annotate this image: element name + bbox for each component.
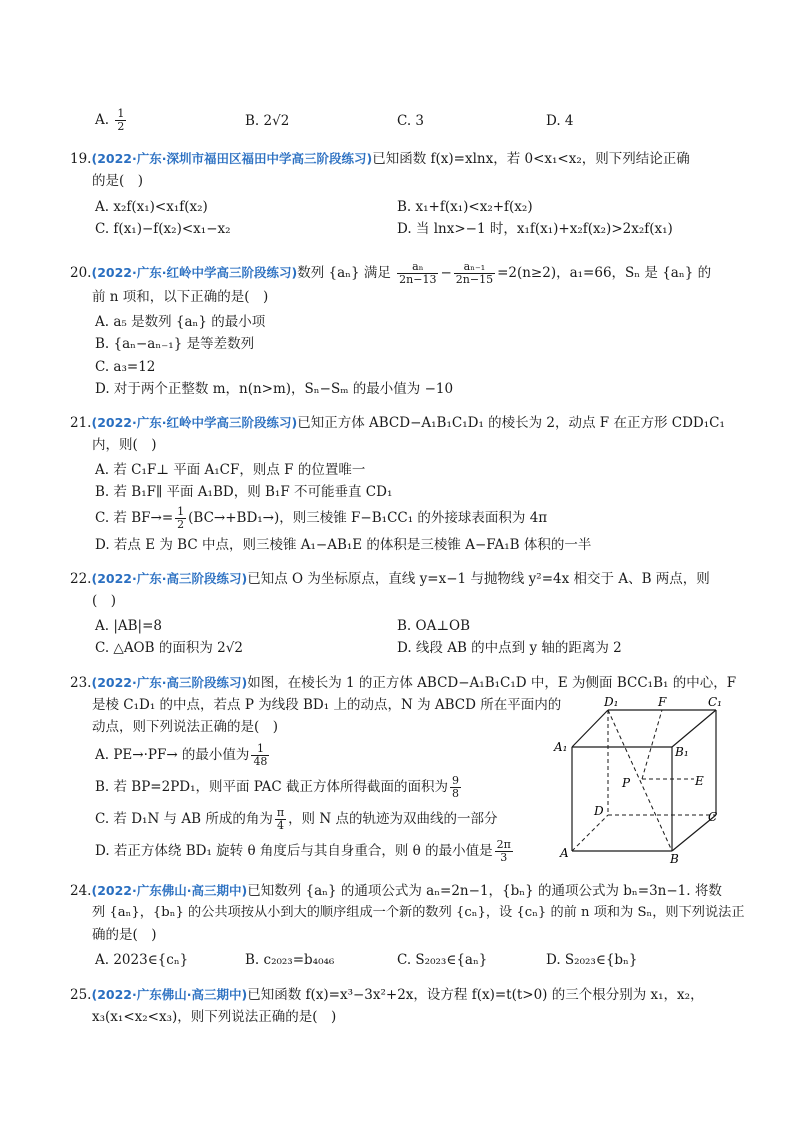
- q19-stem-cont: 的是( ): [92, 173, 144, 189]
- question-source: (2022·广东佛山·高三期中): [91, 883, 248, 898]
- q21-stem-cont: 内，则( ): [92, 437, 157, 453]
- question-source: (2022·广东·深圳市福田区福田中学高三阶段练习): [91, 151, 373, 166]
- question-source: (2022·广东·红岭中学高三阶段练习): [91, 415, 298, 430]
- fraction: $\frac{1}{48}$: [253, 742, 268, 768]
- q21-option-c[interactable]: C. 若 BF→= $\frac{1}{2}$ (BC→+BD₁→)，则三棱锥 F−B₁CC₁ 的外接球表面积为 4π: [95, 505, 548, 531]
- fraction: $\frac{1}{2}$: [177, 505, 185, 531]
- q21-option-d[interactable]: D. 若点 E 为 BC 中点，则三棱锥 A₁−AB₁E 的体积是三棱锥 A−FA₁B 体积的一半: [95, 537, 592, 553]
- q23-stem: 23.(2022·广东·高三阶段练习)如图，在棱长为 1 的正方体 ABCD−A₁B₁C₁D 中，E 为侧面 BCC₁B₁ 的中心，F: [70, 675, 737, 691]
- q21-option-b[interactable]: B. 若 B₁F∥ 平面 A₁BD，则 B₁F 不可能垂直 CD₁: [95, 484, 393, 500]
- label-f: F: [658, 695, 667, 709]
- edge-a-d: [572, 815, 608, 851]
- q19-option-b[interactable]: B. x₁+f(x₁)<x₂+f(x₂): [397, 199, 533, 215]
- question-source: (2022·广东·高三阶段练习): [91, 571, 248, 586]
- q24-option-c[interactable]: C. S₂₀₂₃∈{aₙ}: [397, 952, 488, 968]
- q18-option-a[interactable]: A. $\frac{1}{2}$: [95, 107, 125, 133]
- fraction: $\frac{\pi}{4}$: [276, 806, 285, 832]
- q19-option-d[interactable]: D. 当 lnx>−1 时，x₁f(x₁)+x₂f(x₂)>2x₂f(x₁): [397, 221, 673, 237]
- question-source: (2022·广东佛山·高三期中): [91, 987, 248, 1002]
- q22-option-a[interactable]: A. |AB|=8: [95, 618, 162, 634]
- q23-option-a[interactable]: A. PE→·PF→ 的最小值为 $\frac{1}{48}$: [95, 742, 268, 768]
- q24-stem-cont: 列 {aₙ}，{bₙ} 的公共项按从小到大的顺序组成一个新的数列 {cₙ}，设 {cₙ} 的前 n 项和为 Sₙ，则下列说法正: [92, 905, 745, 920]
- label-e: E: [695, 774, 704, 788]
- q20-stem-cont: 前 n 项和，以下正确的是( ): [92, 289, 269, 305]
- q19-option-a[interactable]: A. x₂f(x₁)<x₁f(x₂): [95, 199, 208, 215]
- label-d1: D₁: [604, 695, 619, 709]
- question-number: 21.: [70, 415, 92, 431]
- question-source: (2022·广东·红岭中学高三阶段练习): [91, 265, 298, 280]
- question-number: 20.: [70, 265, 92, 281]
- question-number: 24.: [70, 883, 92, 899]
- q23-option-b[interactable]: B. 若 BP=2PD₁，则平面 PAC 截正方体所得截面的面积为 $\frac{9}{8}$: [95, 774, 460, 800]
- q25-stem-cont: x₃(x₁<x₂<x₃)，则下列说法正确的是( ): [92, 1009, 337, 1025]
- q23-stem-cont2: 动点，则下列说法正确的是( ): [92, 719, 279, 735]
- segment-bd1: [608, 710, 672, 851]
- q22-stem: 22.(2022·广东·高三阶段练习)已知点 O 为坐标原点，直线 y=x−1 与抛物线 y²=4x 相交于 A、B 两点，则: [70, 571, 710, 587]
- cube-figure: [550, 695, 730, 865]
- q20-option-b[interactable]: B. {aₙ−aₙ₋₁} 是等差数列: [95, 336, 255, 352]
- fraction: $\frac{1}{2}$: [117, 107, 125, 133]
- q19-option-c[interactable]: C. f(x₁)−f(x₂)<x₁−x₂: [95, 221, 231, 237]
- fraction: $\frac{9}{8}$: [452, 774, 460, 800]
- q22-option-d[interactable]: D. 线段 AB 的中点到 y 轴的距离为 2: [397, 640, 622, 656]
- segment-pf: [642, 710, 662, 779]
- q18-option-b[interactable]: B. 2√2: [245, 113, 290, 129]
- label-a1: A₁: [554, 740, 568, 754]
- q19-stem: 19.(2022·广东·深圳市福田区福田中学高三阶段练习)已知函数 f(x)=xlnx，若 0<x₁<x₂，则下列结论正确: [70, 151, 690, 167]
- q21-option-a[interactable]: A. 若 C₁F⊥ 平面 A₁CF，则点 F 的位置唯一: [95, 462, 366, 478]
- q20-stem: 20.(2022·广东·红岭中学高三阶段练习)数列 {aₙ} 满足 $\frac{\text{aₙ}}{2n-13}$ − $\frac{\text{aₙ₋₁}}{2n-15}$ =2(n≥2)，a₁=66，Sₙ 是 {aₙ} 的: [70, 260, 712, 286]
- q24-option-d[interactable]: D. S₂₀₂₃∈{bₙ}: [546, 952, 638, 968]
- q22-stem-cont: ( ): [92, 593, 117, 609]
- q18-option-c[interactable]: C. 3: [397, 113, 425, 129]
- q20-option-d[interactable]: D. 对于两个正整数 m，n(n>m)，Sₙ−Sₘ 的最小值为 −10: [95, 381, 454, 397]
- label-a: A: [560, 846, 569, 860]
- label-b: B: [670, 852, 679, 865]
- label-b1: B₁: [675, 745, 689, 759]
- question-number: 25.: [70, 987, 92, 1003]
- edge-b1-c1: [672, 710, 716, 747]
- edge-a1-d1: [572, 710, 608, 747]
- fraction: $\frac{\text{aₙ₋₁}}{2n-15}$: [455, 260, 494, 286]
- fraction: $\frac{\text{aₙ}}{2n-13}$: [399, 260, 437, 286]
- question-number: 19.: [70, 151, 92, 167]
- label-c: C: [708, 810, 718, 824]
- label-p: P: [622, 776, 631, 790]
- q23-option-c[interactable]: C. 若 D₁N 与 AB 所成的角为 $\frac{\pi}{4}$ ，则 N 点的轨迹为双曲线的一部分: [95, 806, 498, 832]
- q24-option-b[interactable]: B. c₂₀₂₃=b₄₀₄₆: [245, 952, 335, 968]
- q24-option-a[interactable]: A. 2023∈{cₙ}: [95, 952, 189, 968]
- q23-option-d[interactable]: D. 若正方体绕 BD₁ 旋转 θ 角度后与其自身重合，则 θ 的最小值是 $\frac{2\pi}{3}$: [95, 838, 511, 864]
- q20-option-c[interactable]: C. a₃=12: [95, 359, 156, 375]
- q18-option-d[interactable]: D. 4: [546, 113, 574, 129]
- q20-option-a[interactable]: A. a₅ 是数列 {aₙ} 的最小项: [95, 314, 266, 330]
- q25-stem: 25.(2022·广东佛山·高三期中)已知函数 f(x)=x³−3x²+2x，设方程 f(x)=t(t>0) 的三个根分别为 x₁，x₂，: [70, 987, 704, 1003]
- label-c1: C₁: [708, 695, 722, 709]
- question-number: 23.: [70, 675, 92, 691]
- q22-option-c[interactable]: C. △AOB 的面积为 2√2: [95, 640, 243, 656]
- q24-stem-cont2: 确的是( ): [92, 927, 157, 943]
- fraction: $\frac{2\pi}{3}$: [496, 838, 511, 864]
- label-d: D: [594, 804, 604, 818]
- question-number: 22.: [70, 571, 92, 587]
- question-source: (2022·广东·高三阶段练习): [91, 675, 248, 690]
- q21-stem: 21.(2022·广东·红岭中学高三阶段练习)已知正方体 ABCD−A₁B₁C₁D₁ 的棱长为 2，动点 F 在正方形 CDD₁C₁: [70, 415, 725, 431]
- q22-option-b[interactable]: B. OA⊥OB: [397, 618, 471, 634]
- q23-stem-cont: 是棱 C₁D₁ 的中点，若点 P 为线段 BD₁ 上的动点，N 为 ABCD 所在平面内的: [92, 697, 562, 713]
- q24-stem: 24.(2022·广东佛山·高三期中)已知数列 {aₙ} 的通项公式为 aₙ=2n−1，{bₙ} 的通项公式为 bₙ=3n−1. 将数: [70, 883, 722, 899]
